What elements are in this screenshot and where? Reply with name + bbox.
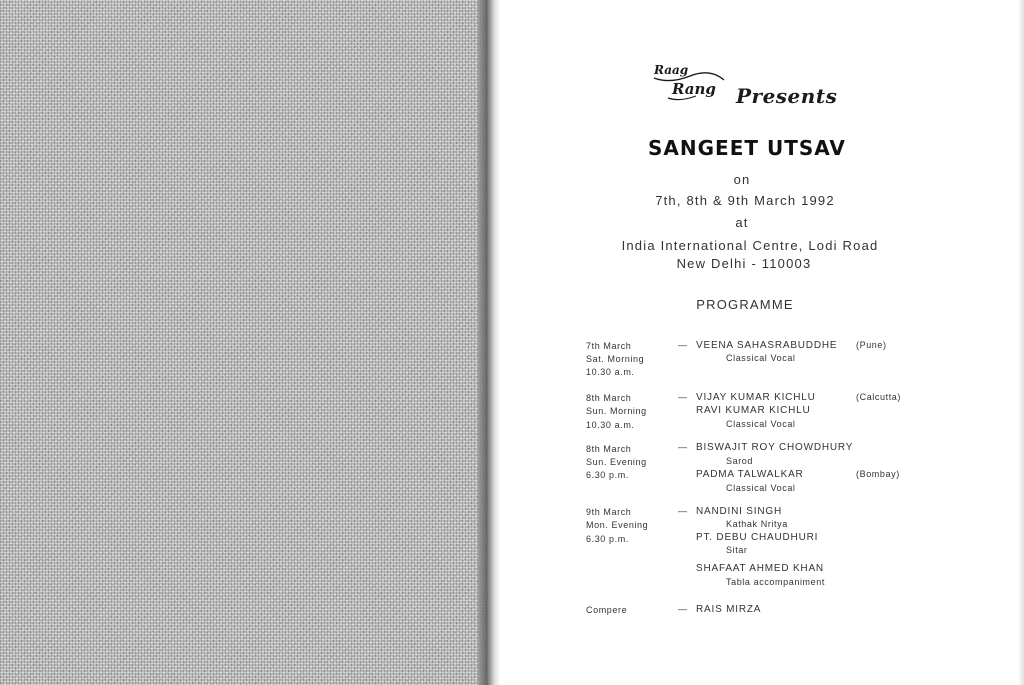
session-time: 6.30 p.m. [586,470,629,480]
performer-style: Kathak Nritya [726,519,788,529]
venue-text: India International Centre, Lodi Road [621,238,879,253]
event-title: SANGEET UTSAV [648,136,846,160]
dash: — [678,340,688,350]
left-page-texture [0,0,488,685]
svg-text:Rang: Rang [672,80,716,98]
compere-name: RAIS MIRZA [696,604,762,615]
performer-name: NANDINI SINGH [696,506,782,517]
programme-heading: PROGRAMME [696,297,794,312]
performer-city: (Bombay) [856,469,900,479]
performer-style: Classical Vocal [726,483,796,493]
performer-name: PT. DEBU CHAUDHURI [696,532,819,543]
dash: — [678,506,688,516]
performer-city: (Calcutta) [856,392,902,402]
performer-style: Classical Vocal [726,353,796,363]
performer-name: PADMA TALWALKAR [696,469,804,480]
performer-name: VEENA SAHASRABUDDHE [696,340,838,351]
session-time: 10.30 a.m. [586,420,635,430]
session-time: 10.30 a.m. [586,367,635,377]
performer-style: Tabla accompaniment [726,577,825,587]
session-day: Mon. Evening [586,520,649,530]
event-dates: 7th, 8th & 9th March 1992 [655,193,835,208]
session-day: Sun. Morning [586,406,647,416]
dash: — [678,442,688,452]
session-date: 8th March [586,393,632,403]
performer-name: VIJAY KUMAR KICHLU [696,392,816,403]
svg-text:Raag: Raag [654,63,689,77]
performer-style: Classical Vocal [726,419,796,429]
dash: — [678,392,688,402]
performer-style: Sarod [726,456,754,466]
city-text: New Delhi - 110003 [676,256,812,271]
raag-rang-logo [650,58,726,102]
session-date: 9th March [586,507,632,517]
session-date: 8th March [586,444,632,454]
on-text: on [733,172,751,187]
presents-text: Presents [736,84,838,108]
performer-city: (Pune) [856,340,887,350]
programme-page [500,0,1018,685]
session-day: Sun. Evening [586,457,647,467]
performer-name: RAVI KUMAR KICHLU [696,405,811,416]
performer-name: SHAFAAT AHMED KHAN [696,563,824,574]
compere-label: Compere [586,605,628,615]
dash: — [678,604,688,614]
session-date: 7th March [586,341,632,351]
session-time: 6.30 p.m. [586,534,629,544]
page-edge [1018,0,1024,685]
session-day: Sat. Morning [586,354,645,364]
at-text: at [735,215,749,230]
book-spine [478,0,500,685]
performer-style: Sitar [726,545,748,555]
performer-name: BISWAJIT ROY CHOWDHURY [696,442,854,453]
